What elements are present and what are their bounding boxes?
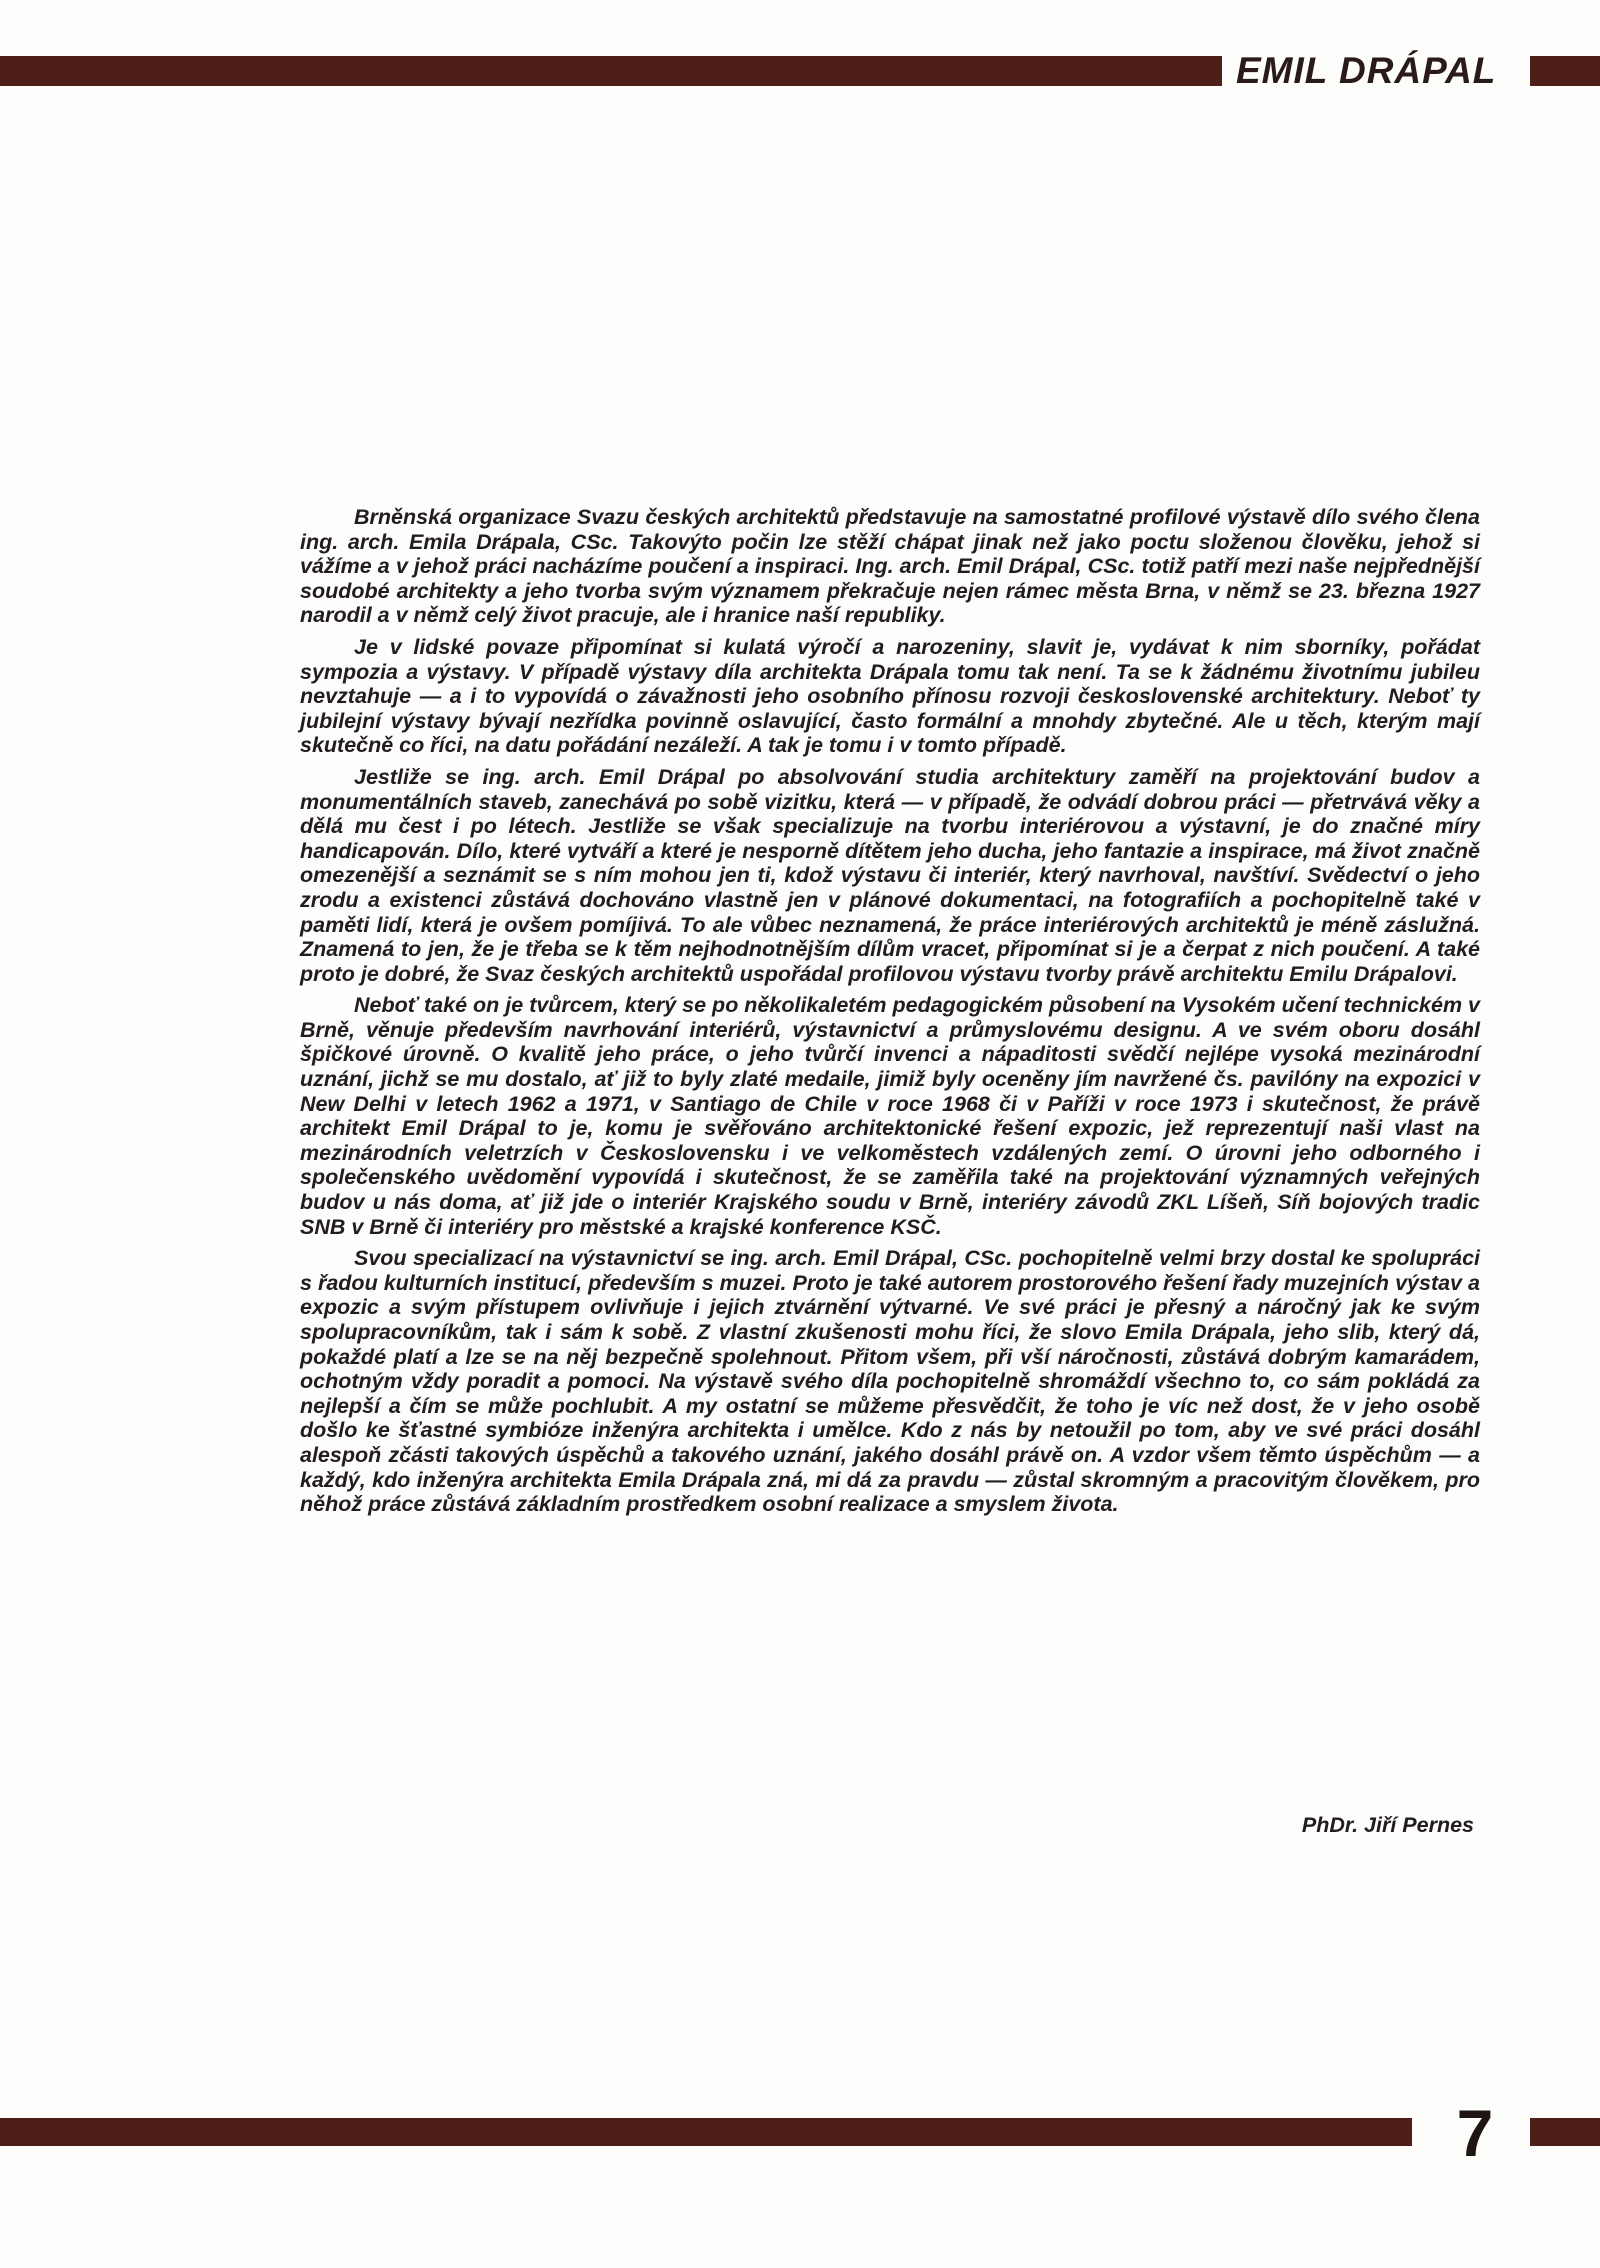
header-rule-right (1530, 56, 1600, 86)
page-title: EMIL DRÁPAL (1236, 50, 1497, 91)
header-rule-left (0, 56, 1222, 86)
footer-bar (0, 2096, 1600, 2170)
header-bar (0, 50, 1600, 91)
article-paragraph-1: Brněnská organizace Svazu českých architektů představuje na samostatné profilové výstavě dílo svého člena ing. arch. Emila Drápala, CSc. Takovýto počin lze stěží chápat jinak než jako poctu složenou člověku, jehož si vážíme a v jehož práci nacházíme poučení a inspiraci. Ing. arch. Emil Drápal, CSc. totiž patří mezi naše nejpřednější soudobé architekty a jeho tvorba svým významem překračuje nejen rámec města Brna, v němž se 23. března 1927 narodil a v němž celý život pracuje, ale i hranice naší republiky. (300, 505, 1480, 628)
article-paragraph-5: Svou specializací na výstavnictví se ing. arch. Emil Drápal, CSc. pochopitelně velmi brzy dostal ke spolupráci s řadou kulturních institucí, především s muzei. Proto je také autorem prostorového řešení řady muzejních výstav a expozic a svým přístupem ovlivňuje i jejich ztvárnění výtvarné. Ve své práci je přesný a náročný jak ke svým spolupracovníkům, tak i sám k sobě. Z vlastní zkušenosti mohu říci, že slovo Emila Drápala, jeho slib, který dá, pokaždé platí a lze se na něj bezpečně spolehnout. Přitom všem, při vší náročnosti, zůstává dobrým kamarádem, ochotným vždy poradit a pomoci. Na výstavě svého díla pochopitelně shromáždí všechno to, co sám pokládá za nejlepší a čím se může pochlubit. A my ostatní se můžeme přesvědčit, že toho je víc než dost, že v jeho osobě došlo ke šťastné symbióze inženýra architekta i umělce. Kdo z nás by netoužil po tom, aby ve své práci dosáhl alespoň zčásti takových úspěchů a takového uznání, jakého dosáhl právě on. A vzdor všem těmto úspěchům — a každý, kdo inženýra architekta Emila Drápala zná, mi dá za pravdu — zůstal skromným a pracovitým člověkem, pro něhož práce zůstává základním prostředkem osobní realizace a smyslem života. (300, 1246, 1480, 1517)
author-signature: PhDr. Jiří Pernes (1301, 1813, 1474, 1837)
footer-rule-right (1530, 2118, 1600, 2146)
page-number: 7 (1456, 2096, 1494, 2170)
article-body (300, 505, 1480, 1524)
article-paragraph-2: Je v lidské povaze připomínat si kulatá výročí a narozeniny, slavit je, vydávat k nim sborníky, pořádat sympozia a výstavy. V případě výstavy díla architekta Drápala tomu tak není. Ta se k žádnému životnímu jubileu nevztahuje — a i to vypovídá o závažnosti jeho osobního přínosu rozvoji československé architektury. Neboť ty jubilejní výstavy bývají nezřídka povinně oslavující, často formální a mnohdy zbytečné. Ale u těch, kterým mají skutečně co říci, na datu pořádání nezáleží. A tak je tomu i v tomto případě. (300, 634, 1480, 758)
article-paragraph-3: Jestliže se ing. arch. Emil Drápal po absolvování studia architektury zaměří na projektování budov a monumentálních staveb, zanechává po sobě vizitku, která — v případě, že odvádí dobrou práci — přetrvává věky a dělá mu čest i po létech. Jestliže se však specializuje na tvorbu interiérovou a výstavní, je do značné míry handicapován. Dílo, které vytváří a které je nesporně dítětem jeho ducha, jeho fantazie a inspirace, má život značně omezenější a seznámit se s ním mohou jen ti, kdož výstavu či interiér, který navrhoval, navštíví. Svědectví o jeho zrodu a existenci zůstává dochováno vlastně jen v plánové dokumentaci, na fotografiích a pochopitelně také v paměti lidí, která je ovšem pomíjivá. To ale vůbec neznamená, že práce interiérových architektů je méně záslužná. Znamená to jen, že je třeba se k těm nejhodnotnějším dílům vracet, připomínat si je a čerpat z nich poučení. A také proto je dobré, že Svaz českých architektů uspořádal profilovou výstavu tvorby právě architektu Emilu Drápalovi. (300, 764, 1480, 986)
footer-rule-left (0, 2118, 1412, 2146)
article-paragraph-4: Neboť také on je tvůrcem, který se po několikaletém pedagogickém působení na Vysokém učení technickém v Brně, věnuje především navrhování interiérů, výstavnictví a průmyslovému designu. A ve svém oboru dosáhl špičkové úrovně. O kvalitě jeho práce, o jeho tvůrčí invenci a nápaditosti svědčí nejlépe vysoká mezinárodní uznání, jichž se mu dostalo, ať již to byly zlaté medaile, jimiž byly oceněny jím navržené čs. pavilóny na expozici v New Delhi v letech 1962 a 1971, v Santiago de Chile v roce 1968 či v Paříži v roce 1973 i skutečnost, že právě architekt Emil Drápal to je, komu je svěřováno architektonické řešení expozic, jež reprezentují naši vlast na mezinárodních veletrzích v Československu i ve velkoměstech vzdálených zemí. O úrovni jeho odborného i společenského uvědomění vypovídá i skutečnost, že se zaměřila také na projektování významných veřejných budov u nás doma, ať již jde o interiér Krajského soudu v Brně, interiéry závodů ZKL Líšeň, Síň bojových tradic SNB v Brně či interiéry pro městské a krajské konference KSČ. (300, 993, 1480, 1239)
